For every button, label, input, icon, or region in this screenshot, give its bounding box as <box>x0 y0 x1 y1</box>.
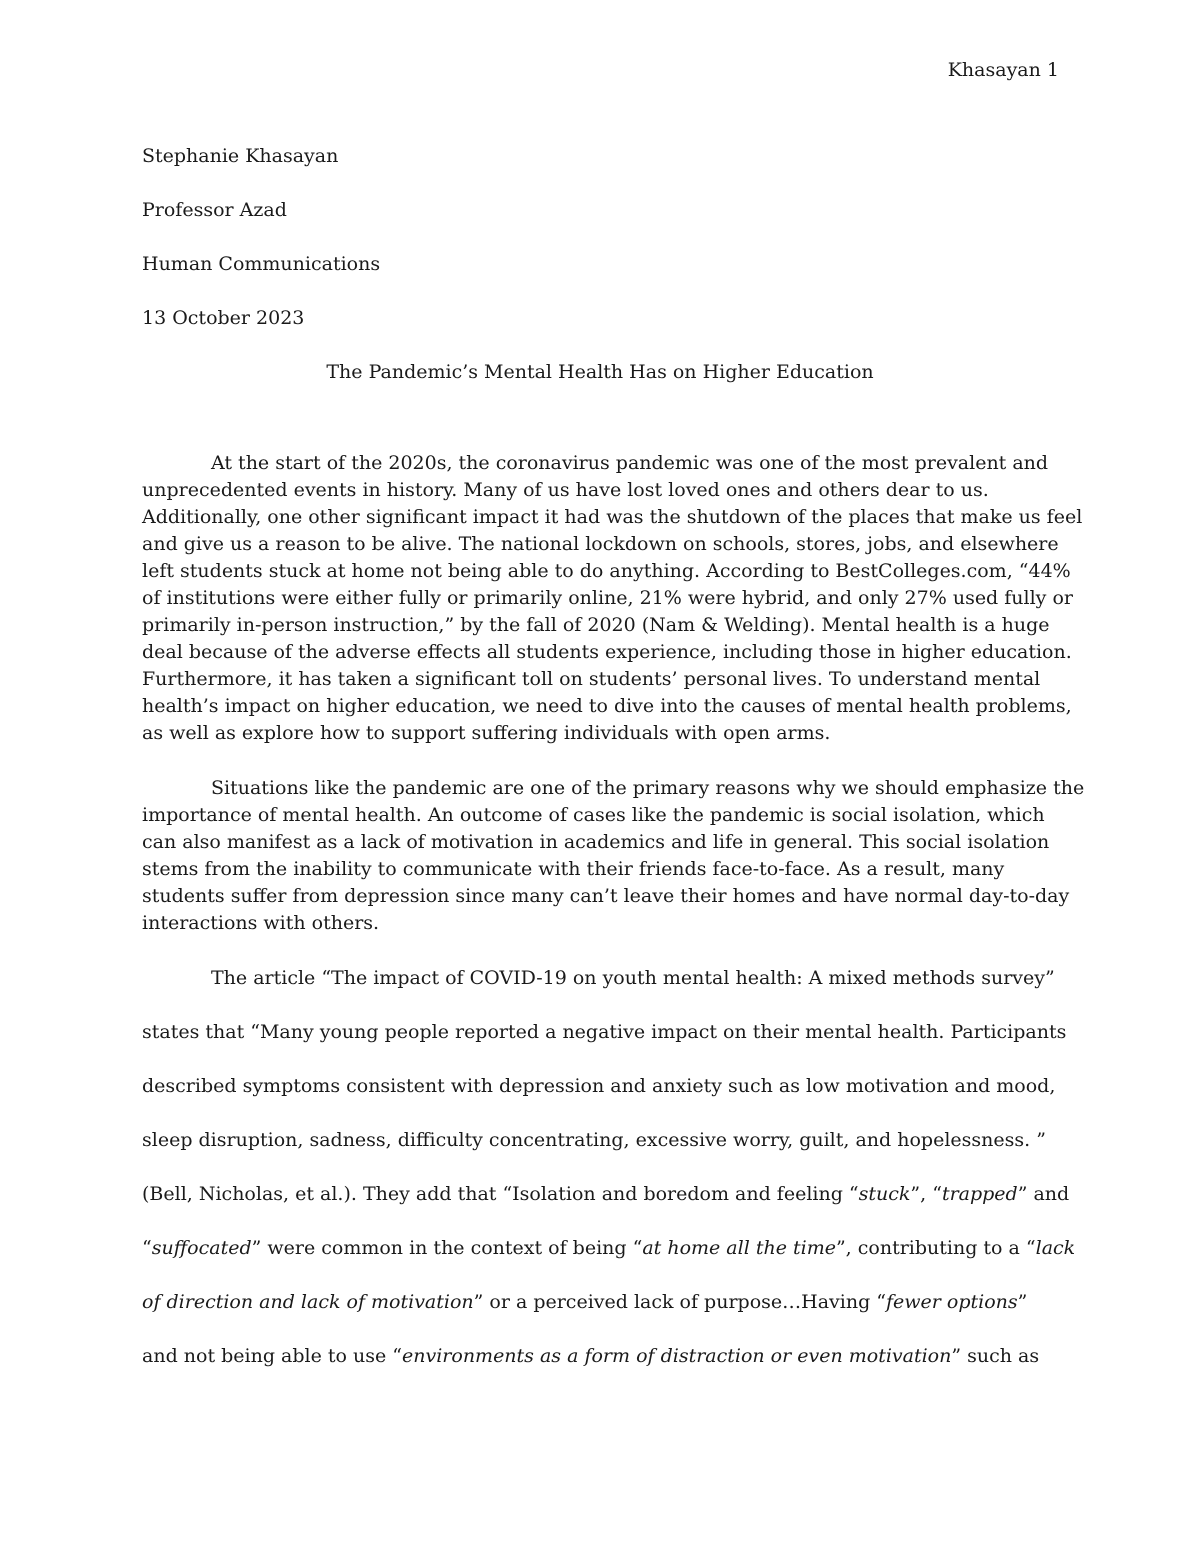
paragraph-2 <box>142 775 1085 937</box>
paragraph-line: stems from the inability to communicate with their friends face-to-face. As a result, many <box>142 858 1005 880</box>
paragraph-line: and give us a reason to be alive. The national lockdown on schools, stores, jobs, and elsewhere <box>142 533 1059 555</box>
paragraph-line: deal because of the adverse effects all students experience, including those in higher education. <box>142 641 1072 663</box>
paragraph-line: importance of mental health. An outcome of cases like the pandemic is social isolation, which <box>142 804 1045 826</box>
paragraph-line: Furthermore, it has taken a significant toll on students’ personal lives. To understand mental <box>142 668 1041 690</box>
paragraph-line: of institutions were either fully or primarily online, 21% were hybrid, and only 27% used fully or <box>142 587 1073 609</box>
paragraph-line: The article “The impact of COVID-19 on youth mental health: A mixed methods survey” <box>211 967 1055 989</box>
date: 13 October 2023 <box>142 307 305 329</box>
text-run: ”, contributing to a “ <box>835 1237 1036 1259</box>
quoted-term: at home all the time <box>642 1237 836 1259</box>
quoted-term: suffocated <box>151 1237 252 1259</box>
quoted-term: fewer options <box>886 1291 1018 1313</box>
paragraph-line: primarily in-person instruction,” by the fall of 2020 (Nam & Welding). Mental health is a huge <box>142 614 1050 636</box>
paragraph-line: states that “Many young people reported a negative impact on their mental health. Participants <box>142 1021 1067 1043</box>
quoted-term: of direction and lack of motivation <box>142 1291 474 1313</box>
text-run: ” were common in the context of being “ <box>251 1237 643 1259</box>
text-run: ” and <box>1017 1183 1070 1205</box>
paragraph-line: At the start of the 2020s, the coronavirus pandemic was one of the most prevalent and <box>211 452 1049 474</box>
paragraph-line: sleep disruption, sadness, difficulty concentrating, excessive worry, guilt, and hopelessness. ” <box>142 1129 1046 1151</box>
text-run: and not being able to use “ <box>142 1345 402 1367</box>
paragraph-1 <box>142 450 1083 747</box>
text-run: ”, “ <box>910 1183 942 1205</box>
paragraph-3 <box>142 966 1076 1398</box>
paragraph-line <box>142 1236 1076 1290</box>
paragraph-line: as well as explore how to support suffering individuals with open arms. <box>142 722 831 744</box>
course-name: Human Communications <box>142 253 381 275</box>
paragraph-line: unprecedented events in history. Many of us have lost loved ones and others dear to us. <box>142 479 989 501</box>
text-run: “ <box>142 1237 152 1259</box>
paragraph-line: students suffer from depression since many can’t leave their homes and have normal day-to-day <box>142 885 1070 907</box>
quoted-term: stuck <box>858 1183 911 1205</box>
text-run: (Bell, Nicholas, et al.). They add that “Isolation and boredom and feeling “ <box>142 1183 859 1205</box>
paragraph-line: Additionally, one other significant impact it had was the shutdown of the places that make us feel <box>142 506 1083 528</box>
text-run: ” such as <box>951 1345 1040 1367</box>
running-head: Khasayan 1 <box>947 59 1059 81</box>
paragraph-line <box>142 1290 1062 1344</box>
paragraph-line: can also manifest as a lack of motivation in academics and life in general. This social isolation <box>142 831 1050 853</box>
quoted-term: trapped <box>941 1183 1018 1205</box>
professor-name: Professor Azad <box>142 199 287 221</box>
text-run: ” or a perceived lack of purpose…Having “ <box>473 1291 886 1313</box>
paragraph-line: left students stuck at home not being able to do anything. According to BestColleges.com, “44% <box>142 560 1071 582</box>
paragraph-line: described symptoms consistent with depression and anxiety such as low motivation and mood, <box>142 1075 1056 1097</box>
paragraph-line: health’s impact on higher education, we need to dive into the causes of mental health problems, <box>142 695 1072 717</box>
author-name: Stephanie Khasayan <box>142 145 339 167</box>
paragraph-line <box>142 1182 1070 1236</box>
paragraph-line <box>142 1344 1062 1398</box>
paragraph-line: interactions with others. <box>142 912 380 934</box>
quoted-term: environments as a form of distraction or even motivation <box>402 1345 952 1367</box>
text-run: ” <box>1017 1291 1028 1313</box>
paragraph-line: Situations like the pandemic are one of the primary reasons why we should emphasize the <box>211 777 1085 799</box>
quoted-term: lack <box>1035 1237 1076 1259</box>
mla-heading <box>142 144 380 360</box>
essay-title: The Pandemic’s Mental Health Has on Higher Education <box>326 361 874 383</box>
